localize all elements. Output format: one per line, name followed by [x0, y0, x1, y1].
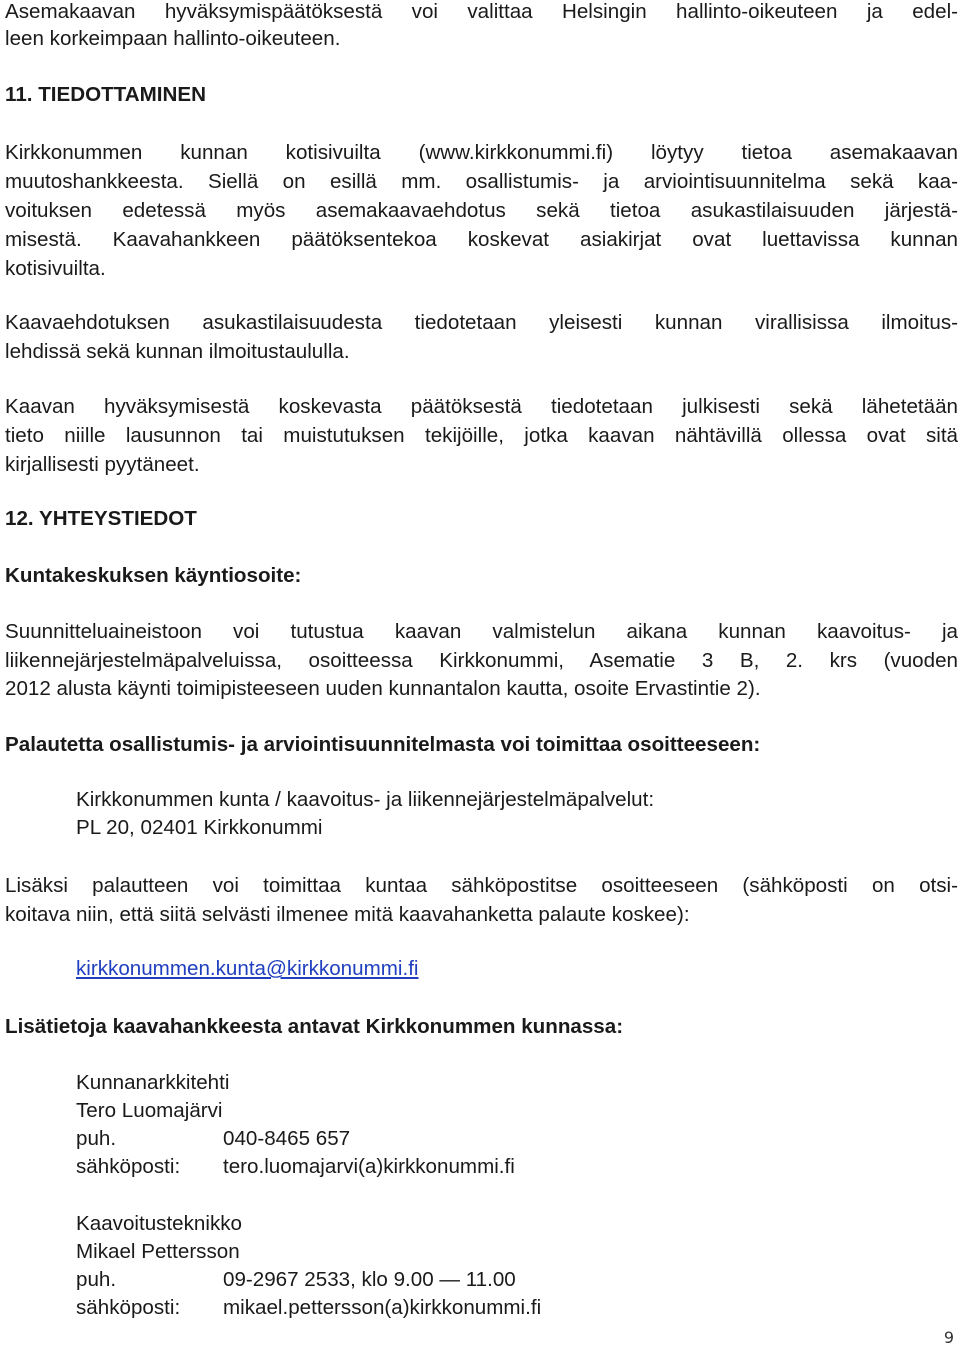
s11-p3-line-1: Kaavan hyväksymisestä koskevasta päätöksestä tiedotetaan julkisesti sekä lähetetään: [5, 395, 958, 418]
contact-email-row: [76, 1153, 515, 1181]
contact-name: Tero Luomajärvi: [76, 1099, 223, 1122]
email-link-row: [76, 957, 419, 981]
email-value: mikael.pettersson(a)kirkkonummi.fi: [223, 1296, 542, 1319]
address-line-1: Kirkkonummen kunta / kaavoitus- ja liikennejärjestelmäpalvelut:: [76, 788, 655, 811]
email-label: sähköposti:: [76, 1296, 181, 1319]
section-11-heading: 11. TIEDOTTAMINEN: [5, 83, 206, 106]
email-value: tero.luomajarvi(a)kirkkonummi.fi: [223, 1155, 515, 1178]
section-11-paragraph-1: [5, 138, 958, 283]
section-11-paragraph-3: [5, 392, 958, 479]
visit-paragraph: [5, 618, 958, 704]
visit-line-2: liikennejärjestelmäpalveluissa, osoitteessa Kirkkonummi, Asematie 3 B, 2. krs (vuoden: [5, 648, 958, 672]
s11-p1-line-5: kotisivuilta.: [5, 257, 106, 280]
postal-address: [76, 786, 654, 842]
s11-p1-line-4: misestä. Kaavahankkeen päätöksentekoa koskevat asiakirjat ovat luettavissa kunnan: [5, 228, 958, 251]
section-11-paragraph-2: [5, 308, 958, 366]
phone-label: puh.: [76, 1268, 117, 1291]
s11-p2-line-1: Kaavaehdotuksen asukastilaisuudesta tiedotetaan yleisesti kunnan virallisissa ilmoitus-: [5, 311, 958, 334]
address-line-2: PL 20, 02401 Kirkkonummi: [76, 816, 323, 839]
contact-card: [76, 1210, 541, 1322]
website-link[interactable]: www.kirkkonummi.fi: [425, 141, 607, 164]
contact-phone-row: [76, 1125, 515, 1153]
intro-line-1: Asemakaavan hyväksymispäätöksestä voi valittaa Helsingin hallinto-oikeuteen ja edel-: [5, 0, 958, 23]
email-note-paragraph: [5, 871, 958, 929]
phone-label: puh.: [76, 1127, 117, 1150]
visit-line-3: 2012 alusta käynti toimipisteeseen uuden kunnantalon kautta, osoite Ervastintie 2).: [5, 677, 761, 700]
email-note-line-1: Lisäksi palautteen voi toimittaa kuntaa sähköpostitse osoitteeseen (sähköposti on otsi-: [5, 874, 958, 897]
s11-p3-line-2: tieto niille lausunnon tai muistutuksen tekijöille, jotka kaavan nähtävillä ollessa ovat sitä: [5, 424, 958, 447]
s11-p1-line-3: voituksen edetessä myös asemakaavaehdotus sekä tietoa asukastilaisuuden järjestä-: [5, 199, 958, 222]
contact-email-row: [76, 1294, 541, 1322]
feedback-email-link[interactable]: kirkkonummen.kunta@kirkkonummi.fi: [76, 957, 419, 980]
contact-name: Mikael Pettersson: [76, 1240, 240, 1263]
visit-address-heading: Kuntakeskuksen käyntiosoite:: [5, 564, 302, 587]
intro-paragraph: [5, 0, 958, 51]
s11-p1-line-1: [5, 138, 958, 167]
intro-line-2: leen korkeimpaan hallinto-oikeuteen.: [5, 27, 341, 50]
phone-value: 040-8465 657: [223, 1127, 351, 1150]
contact-title: Kaavoitusteknikko: [76, 1212, 242, 1235]
phone-value: 09-2967 2533, klo 9.00 — 11.00: [223, 1268, 516, 1291]
contact-card: [76, 1069, 515, 1181]
feedback-heading: Palautetta osallistumis- ja arviointisuunnitelmasta voi toimittaa osoitteeseen:: [5, 733, 761, 756]
section-12-heading: 12. YHTEYSTIEDOT: [5, 507, 197, 530]
contact-phone-row: [76, 1266, 541, 1294]
s11-p1-line-2: muutoshankkeesta. Siellä on esillä mm. osallistumis- ja arviointisuunnitelma sekä kaa-: [5, 170, 958, 193]
more-info-heading: Lisätietoja kaavahankkeesta antavat Kirkkonummen kunnassa:: [5, 1015, 624, 1038]
s11-p1-text-b: ) löytyy tietoa asemakaavan: [606, 141, 959, 164]
s11-p1-text-a: Kirkkonummen kunnan kotisivuilta (: [5, 141, 426, 164]
page-number: 9: [943, 1328, 954, 1347]
visit-line-1: Suunnitteluaineistoon voi tutustua kaavan valmistelun aikana kunnan kaavoitus- ja: [5, 620, 958, 643]
s11-p2-line-2: lehdissä sekä kunnan ilmoitustaululla.: [5, 340, 350, 363]
s11-p3-line-3: kirjallisesti pyytäneet.: [5, 453, 200, 476]
contact-title: Kunnanarkkitehti: [76, 1071, 230, 1094]
email-note-line-2: koitava niin, että siitä selvästi ilmenee mitä kaavahanketta palaute koskee):: [5, 903, 690, 926]
email-label: sähköposti:: [76, 1155, 181, 1178]
